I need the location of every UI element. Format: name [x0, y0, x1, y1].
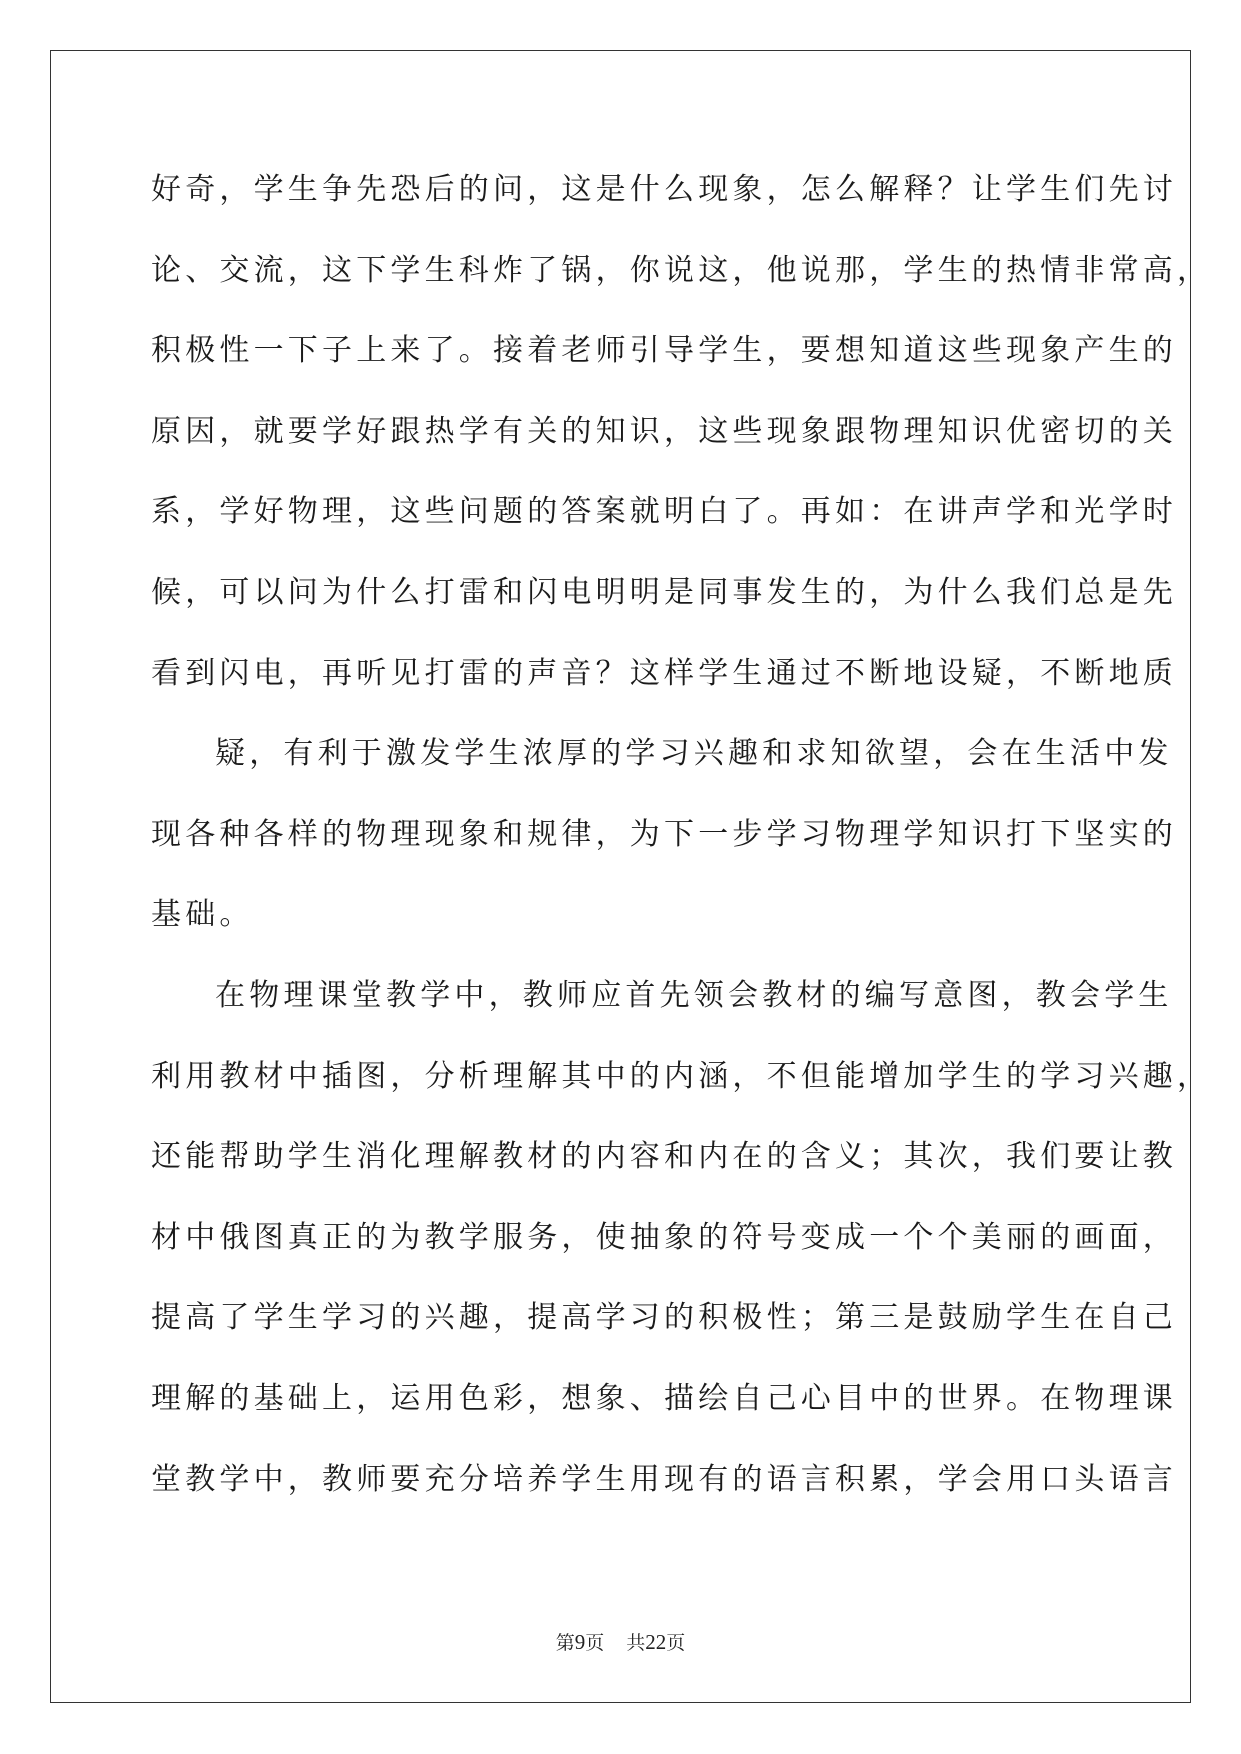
text-line: 基础。: [151, 897, 254, 933]
text-line: 在物理课堂教学中，教师应首先领会教材的编写意图，教会学生: [215, 977, 1173, 1013]
text-line: 系，学好物理，这些问题的答案就明白了。再如：在讲声学和光学时: [151, 494, 1177, 530]
text-line: 现各种各样的物理现象和规律，为下一步学习物理学知识打下坚实的: [151, 816, 1177, 852]
text-line: 好奇，学生争先恐后的问，这是什么现象，怎么解释？让学生们先讨: [151, 172, 1177, 207]
text-line: 利用教材中插图，分析理解其中的内涵，不但能增加学生的学习兴趣，: [151, 1058, 1212, 1094]
total-pages: 22: [645, 1630, 667, 1654]
text-line: 原因，就要学好跟热学有关的知识，这些现象跟物理知识优密切的关: [151, 413, 1177, 449]
text-line: 堂教学中，教师要充分培养学生用现有的语言积累，学会用口头语言: [151, 1461, 1177, 1497]
text-line: 理解的基础上，运用色彩，想象、描绘自己心目中的世界。在物理课: [151, 1380, 1177, 1416]
body-text: [151, 158, 1212, 1528]
text-line: 还能帮助学生消化理解教材的内容和内在的含义；其次，我们要让教: [151, 1139, 1177, 1175]
text-line: 积极性一下子上来了。接着老师引导学生，要想知道这些现象产生的: [151, 333, 1177, 369]
page-number: 9: [574, 1630, 586, 1654]
text-line: 提高了学生学习的兴趣，提高学习的积极性；第三是鼓励学生在自己: [151, 1300, 1177, 1336]
total-prefix: 共: [626, 1633, 646, 1654]
text-line: 候，可以问为什么打雷和闪电明明是同事发生的，为什么我们总是先: [151, 574, 1177, 610]
total-suffix: 页: [666, 1633, 686, 1654]
text-line: 材中俄图真正的为教学服务，使抽象的符号变成一个个美丽的画面，: [151, 1219, 1177, 1255]
text-line: 疑，有利于激发学生浓厚的学习兴趣和求知欲望，会在生活中发: [215, 736, 1173, 772]
page-prefix: 第: [555, 1633, 575, 1654]
text-line: 看到闪电，再听见打雷的声音？这样学生通过不断地设疑，不断地质: [151, 655, 1177, 691]
page-footer: [0, 1628, 1241, 1655]
page-suffix: 页: [585, 1633, 605, 1654]
text-line: 论、交流，这下学生科炸了锅，你说这，他说那，学生的热情非常高，: [151, 252, 1212, 288]
